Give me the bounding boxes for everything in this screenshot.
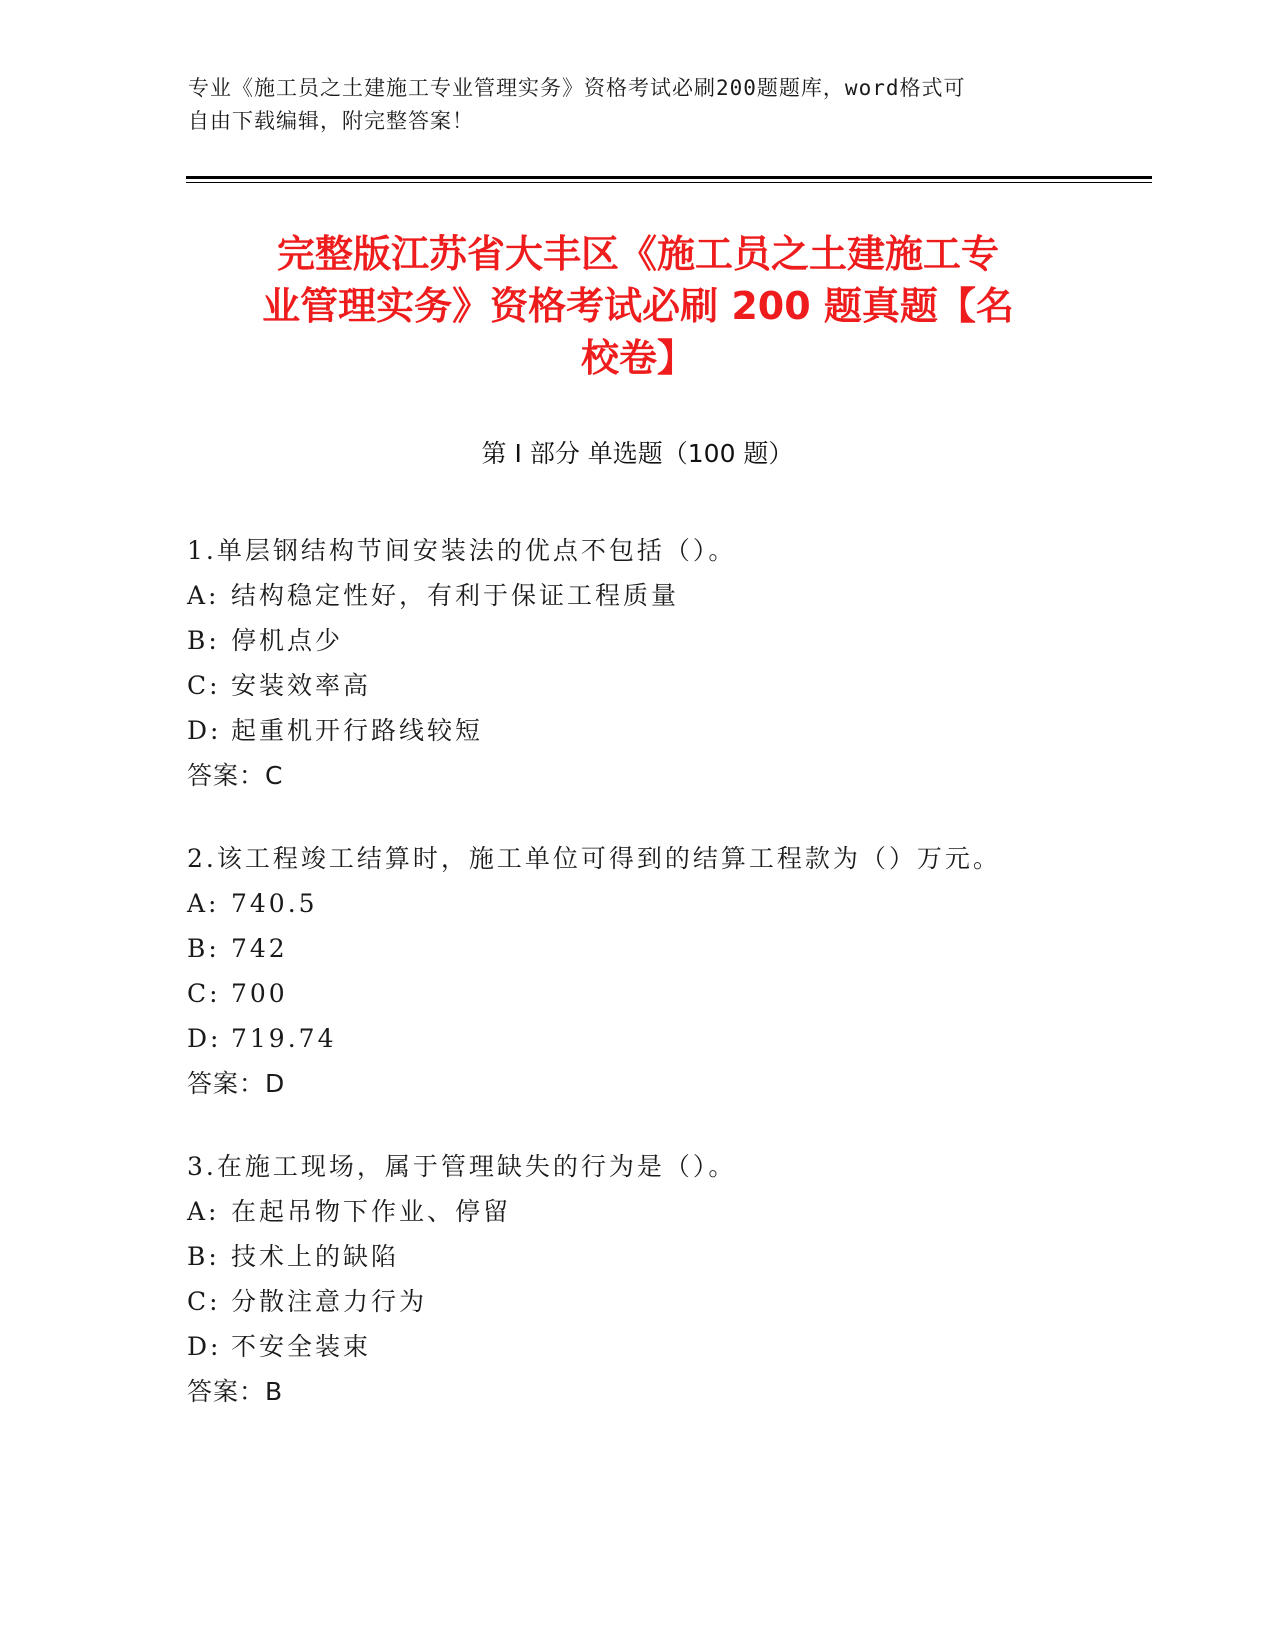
document-title-line: 业管理实务》资格考试必刷 200 题真题【名	[262, 284, 1014, 328]
option-key: B:	[187, 934, 220, 963]
question-1	[187, 528, 1087, 798]
document-title	[188, 228, 1088, 384]
document-title-line: 校卷】	[580, 336, 695, 380]
option-text: 技术上的缺陷	[231, 1242, 400, 1271]
option-text: 719.74	[231, 1024, 337, 1053]
option-a	[187, 1189, 1087, 1234]
option-text: 740.5	[231, 889, 318, 918]
option-text: 700	[231, 979, 288, 1008]
option-d	[187, 1016, 1087, 1061]
option-text: 结构稳定性好，有利于保证工程质量	[231, 581, 680, 610]
option-key: C:	[187, 1287, 221, 1316]
question-stem: 2.该工程竣工结算时，施工单位可得到的结算工程款为（）万元。	[187, 844, 1001, 873]
question-2	[187, 836, 1087, 1106]
option-c	[187, 971, 1087, 1016]
question-stem: 3.在施工现场，属于管理缺失的行为是（）。	[187, 1152, 737, 1181]
option-a	[187, 573, 1087, 618]
option-key: C:	[187, 671, 221, 700]
option-key: D:	[187, 1024, 222, 1053]
option-text: 742	[231, 934, 288, 963]
option-d	[187, 708, 1087, 753]
option-text: 在起吊物下作业、停留	[231, 1197, 512, 1226]
option-b	[187, 618, 1087, 663]
option-b	[187, 926, 1087, 971]
option-key: D:	[187, 1332, 222, 1361]
option-text: 起重机开行路线较短	[231, 716, 484, 745]
option-c	[187, 663, 1087, 708]
option-key: C:	[187, 979, 221, 1008]
document-title-line: 完整版江苏省大丰区《施工员之土建施工专	[276, 232, 999, 276]
header-note	[188, 72, 1068, 138]
option-text: 停机点少	[231, 626, 344, 655]
option-key: A:	[187, 581, 220, 610]
section-heading: 第 I 部分 单选题（100 题）	[481, 439, 794, 468]
option-key: A:	[187, 1197, 220, 1226]
header-divider-thick	[186, 176, 1152, 179]
option-d	[187, 1324, 1087, 1369]
option-text: 安装效率高	[231, 671, 372, 700]
answer: 答案：D	[187, 1069, 286, 1098]
header-note-line: 自由下载编辑，附完整答案！	[188, 109, 474, 133]
option-key: D:	[187, 716, 222, 745]
option-c	[187, 1279, 1087, 1324]
option-b	[187, 1234, 1087, 1279]
answer: 答案：B	[187, 1377, 284, 1406]
option-key: B:	[187, 626, 220, 655]
header-divider-thin	[186, 182, 1152, 183]
option-text: 不安全装束	[231, 1332, 372, 1361]
question-list	[187, 528, 1087, 1452]
option-key: A:	[187, 889, 220, 918]
question-3	[187, 1144, 1087, 1414]
option-key: B:	[187, 1242, 220, 1271]
option-text: 分散注意力行为	[231, 1287, 428, 1316]
question-stem: 1.单层钢结构节间安装法的优点不包括（）。	[187, 536, 737, 565]
header-note-line: 专业《施工员之土建施工专业管理实务》资格考试必刷200题题库，word格式可	[188, 76, 966, 100]
answer: 答案：C	[187, 761, 284, 790]
option-a	[187, 881, 1087, 926]
